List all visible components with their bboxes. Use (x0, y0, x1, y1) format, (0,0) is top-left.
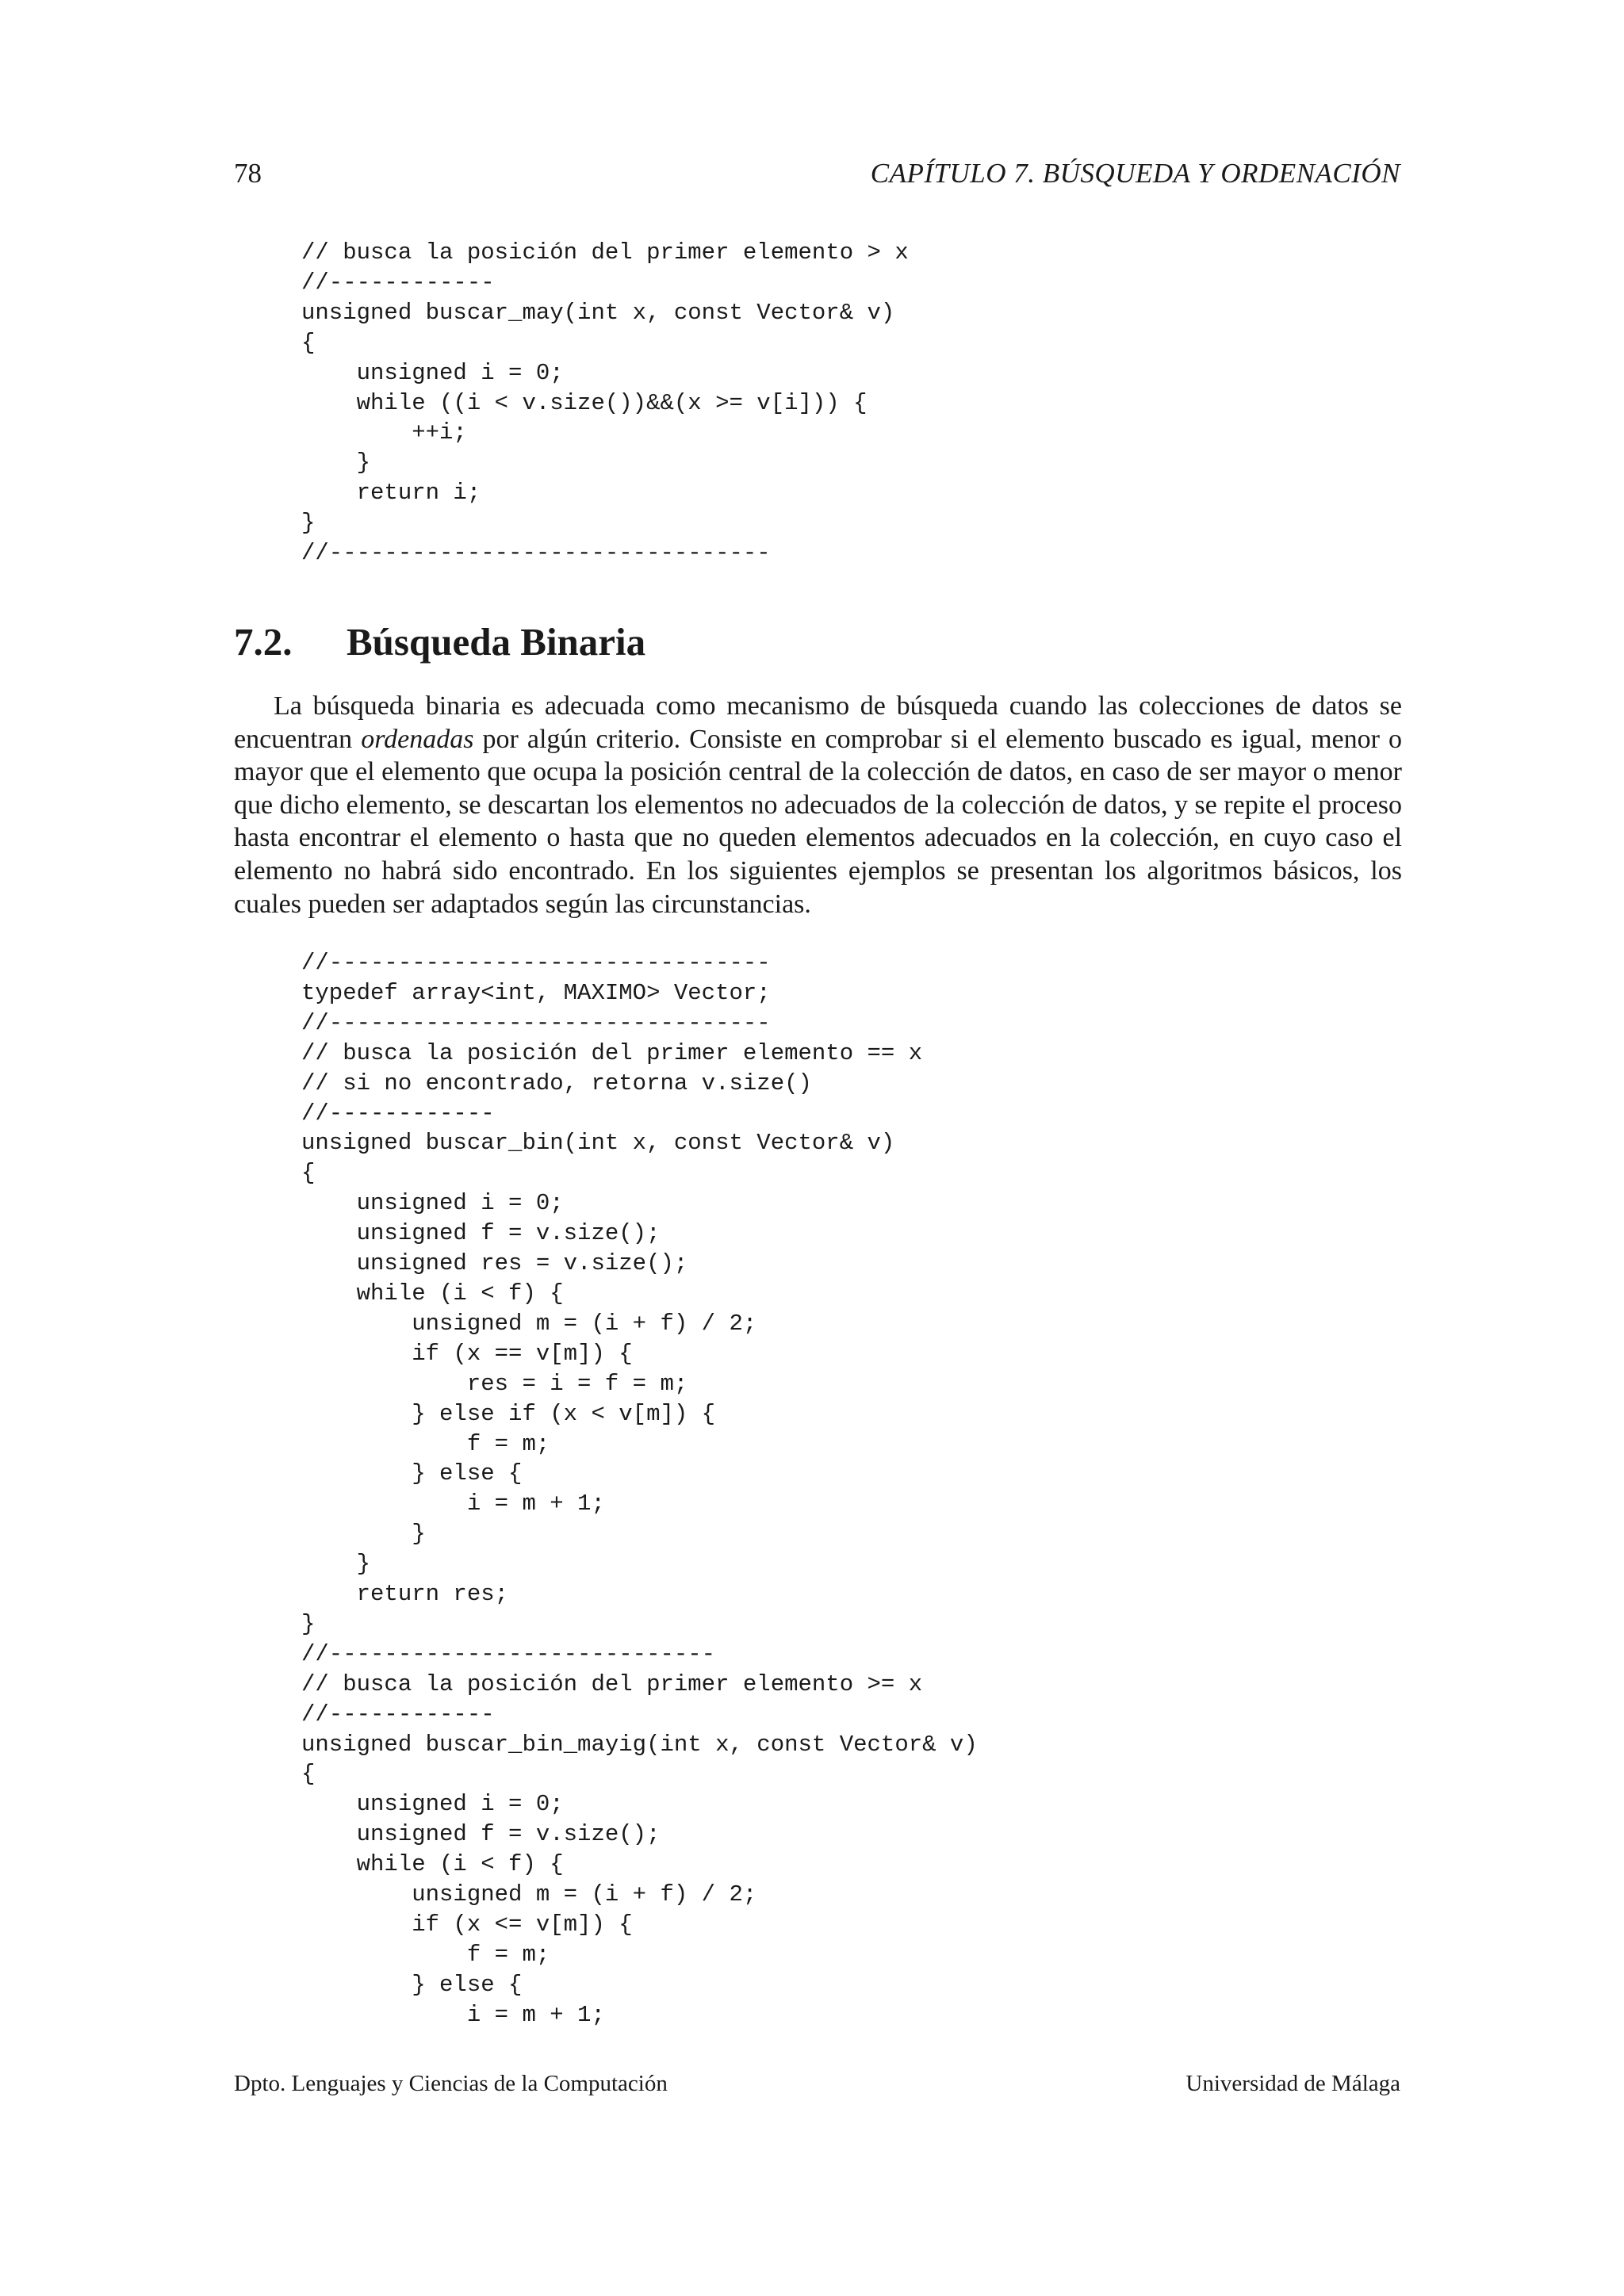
footer-university: Universidad de Málaga (1185, 2071, 1400, 2096)
paragraph-emphasis: ordenadas (361, 724, 474, 754)
code-block-buscar-may: // busca la posición del primer elemento > x //------------ unsigned buscar_may(int x, const Vector& v) { unsigned i = 0; while ((i < v.size())&&(x >= v[i])) { ++i; } return i; } //-------------------------------- (301, 239, 909, 567)
running-header: CAPÍTULO 7. BÚSQUEDA Y ORDENACIÓN (870, 158, 1400, 189)
code-block-buscar-bin: //-------------------------------- typedef array<int, MAXIMO> Vector; //-------------------------------- // busca la posición del primer elemento == x // si no encontrado, retorna v.size() //------------ unsigned buscar_bin(int x, const Vector& v) { unsigned i = 0; unsigned f = v.size(); unsigned res = v.size(); while (i < f) { unsigned m = (i + f) / 2; if (x == v[m]) { res = i = f = m; } else if (x < v[m]) { f = m; } else { i = m + 1; } } return res; } //---------------------------- // busca la posición del primer elemento >= x //------------ unsigned buscar_bin_mayig(int x, const Vector& v) { unsigned i = 0; unsigned f = v.size(); while (i < f) { unsigned m = (i + f) / 2; if (x <= v[m]) { f = m; } else { i = m + 1; (301, 950, 978, 2028)
paragraph-text-1: La búsqueda binaria es adecuada como mecanismo de búsqueda cuando las colecciones de datos se encuentran (234, 691, 1402, 754)
section-title: Búsqueda Binaria (347, 620, 646, 664)
section-heading (234, 614, 645, 670)
paragraph-text-2: por algún criterio. Consiste en comprobar si el elemento buscado es igual, menor o mayor que el elemento que ocupa la posición central de la colección de datos, en caso de ser mayor o menor que dicho elemento, se descartan los elementos no adecuados de la colección de datos, y se repite el proceso hasta encontrar el elemento o hasta que no queden elementos adecuados en la colección, en cuyo caso el elemento no habrá sido encontrado. En los siguientes ejemplos se presentan los algoritmos básicos, los cuales pueden ser adaptados según las circunstancias. (234, 724, 1402, 919)
section-number: 7.2. (234, 620, 293, 664)
page-number: 78 (234, 158, 262, 189)
body-paragraph (234, 690, 1402, 920)
footer-department: Dpto. Lenguajes y Ciencias de la Computación (234, 2071, 668, 2096)
